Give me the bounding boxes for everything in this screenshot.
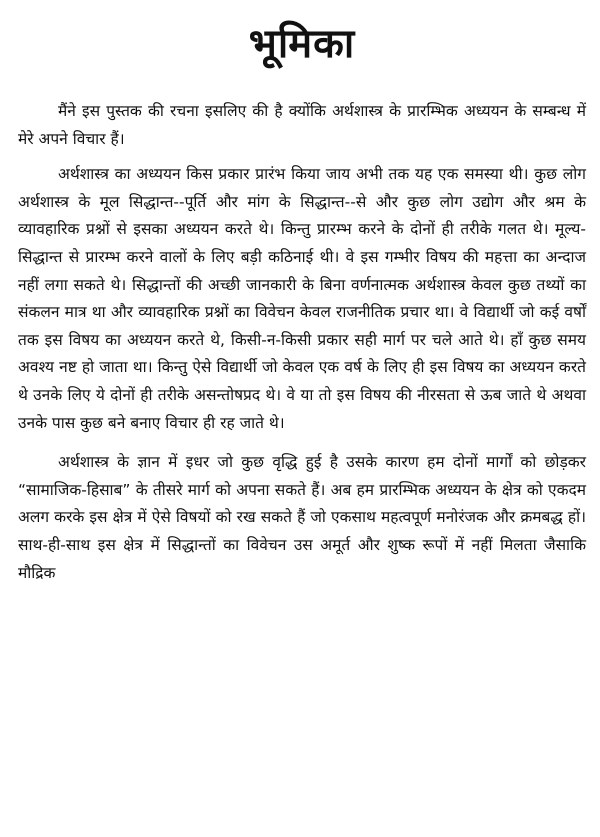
paragraph-3: अर्थशास्त्र के ज्ञान में इधर जो कुछ वृद्धि हुई है उसके कारण हम दोनों मार्गों को छोड़कर “सामाजिक-हिसाब” के तीसरे मार्ग को अपना सकते हैं। अब हम प्रारम्भिक अध्ययन के क्षेत्र को एकदम अलग करके इस क्षेत्र में ऐसे विषयों को रख सकते हैं जो एकसाथ महत्वपूर्ण मनोरंजक और क्रमबद्ध हों। साथ-ही-साथ इस क्षेत्र में सिद्धान्तों का विवेचन उस अमूर्त और शुष्क रूपों में नहीं मिलता जैसाकि मौद्रिक xyxy=(18,453,586,582)
paragraph-1: मैंने इस पुस्तक की रचना इसलिए की है क्योंकि अर्थशास्त्र के प्रारम्भिक अध्ययन के सम्बन्ध में मेरे अपने विचार हैं। xyxy=(18,102,586,148)
paragraph-2: अर्थशास्त्र का अध्ययन किस प्रकार प्रारंभ किया जाय अभी तक यह एक समस्या थी। कुछ लोग अर्थशास्त्र के मूल सिद्धान्त--पूर्ति और मांग के सिद्धान्त--से और कुछ लोग उद्योग और श्रम के व्यावहारिक प्रश्नों से इसका अध्ययन करते थे। किन्तु प्रारम्भ करने के दोनों ही तरीके गलत थे। मूल्य-सिद्धान्त से प्रारम्भ करने वालों के लिए बड़ी कठिनाई थी। वे इस गम्भीर विषय की महत्ता का अन्दाज नहीं लगा सकते थे। सिद्धान्तों की अच्छी जानकारी के बिना वर्णनात्मक अर्थशास्त्र केवल कुछ तथ्यों का संकलन मात्र था और व्यावहारिक प्रश्नों का विवेचन केवल राजनीतिक प्रचार था। वे विद्यार्थी जो कई वर्षों तक इस विषय का अध्ययन करते थे, किसी-न-किसी प्रकार सही मार्ग पर चले आते थे। हाँ कुछ समय अवश्य नष्ट हो जाता था। किन्तु ऐसे विद्यार्थी जो केवल एक वर्ष के लिए ही इस विषय का अध्ययन करते थे उनके लिए ये दोनों ही तरीके असन्तोषप्रद थे। वे या तो इस विषय की नीरसता से ऊब जाते थे अथवा उनके पास कुछ बने बनाए विचार ही रह जाते थे। xyxy=(18,165,586,432)
page-title: भूमिका xyxy=(248,21,356,67)
